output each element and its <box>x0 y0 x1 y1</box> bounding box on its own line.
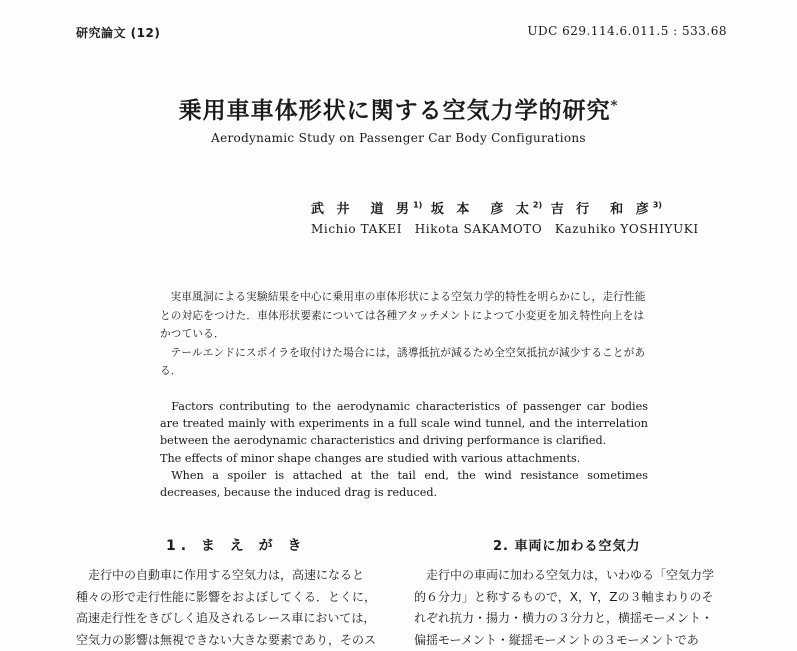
abstract-en-paragraph: The effects of minor shape changes are studied with various attachments. <box>160 450 648 467</box>
journal-series-label: 研究論文 (12) <box>76 24 160 41</box>
section-2-body <box>414 565 726 651</box>
body-line: 種々の形で走行性能に影響をおよぼしてくる．とくに， <box>76 587 388 609</box>
body-line: 的６分力」と称するもので，X，Y，Zの３軸まわりのそ <box>414 587 726 609</box>
paper-title-en: Aerodynamic Study on Passenger Car Body Configurations <box>0 131 797 145</box>
title-text: 乗用車車体形状に関する空気力学的研究 <box>179 97 611 124</box>
abstract-en-paragraph: Factors contributing to the aerodynamic characteristics of passenger car bodies are treated mainly with experiments in a full scale wind tunnel, and the interrelation between the aerodynamic characteristics and driving performance is clarified. <box>160 398 648 450</box>
body-line: 空気力の影響は無視できない大きな要素であり，そのス <box>76 630 388 651</box>
author-1-name: 武 井 道 男 <box>311 202 413 217</box>
paper-title-jp <box>0 92 797 125</box>
section-2-heading: 2. 車両に加わる空気力 <box>493 535 641 554</box>
authors-en: Michio TAKEI Hikota SAKAMOTO Kazuhiko YOSHIYUKI <box>311 220 699 237</box>
body-line: 偏揺モーメント・縦揺モーメントの３モーメントであ <box>414 630 726 651</box>
abstract-jp-paragraph: 実車風洞による実験結果を中心に乗用車の車体形状による空気力学的特性を明らかにし，走行性能との対応をつけた．車体形状要素については各種アタッチメントによつて小変更を加え特性向上をはかつている． <box>160 288 652 344</box>
udc-code: UDC 629.114.6.011.5 : 533.68 <box>527 24 727 38</box>
author-2-name: 坂 本 彦 太 <box>431 202 533 217</box>
body-line: れぞれ抗力・揚力・横力の３分力と，横揺モーメント・ <box>414 608 726 630</box>
author-2-affil: 2) <box>533 201 542 210</box>
section-1-body <box>76 565 388 651</box>
title-footnote-mark: * <box>611 98 619 113</box>
abstract-en <box>160 398 648 501</box>
body-line: 高速走行性をきびしく追及されるレース車においては， <box>76 608 388 630</box>
author-3-name: 吉 行 和 彦 <box>551 202 653 217</box>
authors-jp <box>311 198 662 217</box>
author-1-affil: 1) <box>413 201 422 210</box>
abstract-en-paragraph: When a spoiler is attached at the tail end, the wind resistance sometimes decreases, because the induced drag is reduced. <box>160 467 648 501</box>
body-line: 走行中の自動車に作用する空気力は，高速になると <box>76 565 388 587</box>
abstract-jp-paragraph: テールエンドにスポイラを取付けた場合には，誘導抵抗が減るため全空気抵抗が減少することがある． <box>160 344 652 381</box>
section-1-heading: 1. ま え が き <box>166 535 307 555</box>
abstract-jp <box>160 288 652 381</box>
author-3-affil: 3) <box>653 201 662 210</box>
body-line: 走行中の車両に加わる空気力は，いわゆる「空気力学 <box>414 565 726 587</box>
